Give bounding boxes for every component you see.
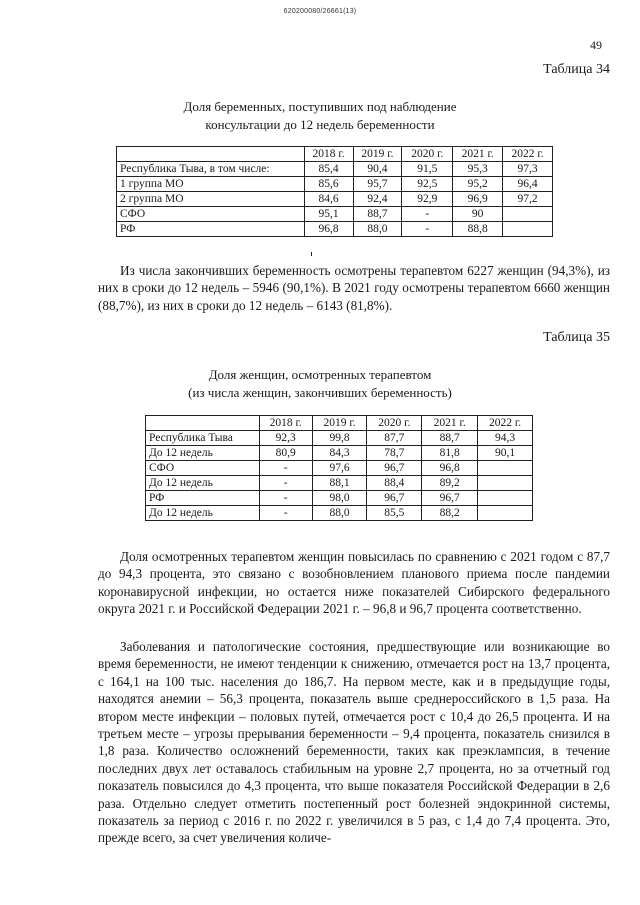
table-header-year: 2018 г. [304, 147, 353, 162]
table-cell: 88,8 [453, 222, 503, 237]
table-cell: 88,2 [422, 506, 478, 521]
table-row [117, 162, 553, 177]
table-cell: - [259, 461, 312, 476]
table-cell: 96,8 [422, 461, 478, 476]
table-cell [503, 207, 553, 222]
table-cell: 95,3 [453, 162, 503, 177]
table-cell: 92,9 [402, 192, 453, 207]
table-cell: - [402, 222, 453, 237]
row-label: 2 группа МО [117, 192, 305, 207]
table-row [146, 491, 533, 506]
table-cell: 90,1 [478, 446, 533, 461]
table-34 [116, 146, 553, 237]
table-cell: - [259, 476, 312, 491]
table-cell: 89,2 [422, 476, 478, 491]
row-label: До 12 недель [146, 506, 260, 521]
table-cell: 80,9 [259, 446, 312, 461]
table-cell: 95,7 [353, 177, 402, 192]
row-label: 1 группа МО [117, 177, 305, 192]
table-cell: 92,4 [353, 192, 402, 207]
table-cell: 96,4 [503, 177, 553, 192]
table-mark [311, 252, 312, 256]
table-cell: 81,8 [422, 446, 478, 461]
row-label: До 12 недель [146, 476, 260, 491]
table-cell: 85,5 [367, 506, 422, 521]
table-34-caption-line2: консультации до 12 недель беременности [205, 117, 435, 132]
table-row [146, 476, 533, 491]
table-row [117, 222, 553, 237]
row-label: Республика Тыва, в том числе: [117, 162, 305, 177]
paragraph-3: Заболевания и патологические состояния, предшествующие или возникающие во время беременности, не имеют тенденции к снижению, отмечается рост на 13,7 процента, с 164,1 на 100 тыс. населения до 186,7. На первом месте, как и в предыдущие годы, находятся анемии – 56,3 процента, показатель выше среднероссийского в 1,5 раза. На втором месте инфекции – половых путей, отмечается рост с 10,4 до 26,5 процента. И на третьем месте – угрозы прерывания беременности – 9,4 процента, показатель снизился в 1,8 раза. Количество осложнений беременности, таких как преэклампсия, в течение последних двух лет оставалось стабильным на уровне 2,7 процента, но за отчетный год показатель повысился до 4,3 процента, что выше показателя Российской Федерации в 2,6 раза. Отдельно следует отметить постепенный рост болезней эндокринной системы, показатель за период с 2016 г. по 2022 г. увеличился в 5 раз, с 1,4 до 7,4 процента. Это, прежде всего, за счет увеличения количе- [98, 639, 610, 846]
table-row [146, 431, 533, 446]
table-header-year: 2018 г. [259, 416, 312, 431]
table-cell: 88,0 [312, 506, 367, 521]
table-cell [478, 461, 533, 476]
document-id: 620200080/26661(13) [283, 8, 357, 15]
table-35-label: Таблица 35 [543, 330, 610, 345]
table-cell: 87,7 [367, 431, 422, 446]
table-header-year: 2020 г. [367, 416, 422, 431]
table-header-row [117, 147, 553, 162]
table-header-row [146, 416, 533, 431]
table-cell: - [402, 207, 453, 222]
table-cell [478, 476, 533, 491]
table-cell: 94,3 [478, 431, 533, 446]
table-cell: - [259, 506, 312, 521]
table-row [146, 461, 533, 476]
table-cell: 92,3 [259, 431, 312, 446]
table-cell: 95,2 [453, 177, 503, 192]
table-header-empty [146, 416, 260, 431]
row-label: СФО [146, 461, 260, 476]
table-header-year: 2022 г. [503, 147, 553, 162]
table-cell: 90,4 [353, 162, 402, 177]
table-cell [478, 491, 533, 506]
table-row [146, 446, 533, 461]
table-cell: 97,3 [503, 162, 553, 177]
table-cell: 96,9 [453, 192, 503, 207]
table-header-year: 2019 г. [353, 147, 402, 162]
row-label: До 12 недель [146, 446, 260, 461]
table-cell: - [259, 491, 312, 506]
table-35-caption-line2: (из числа женщин, закончивших беременность) [188, 385, 452, 400]
table-cell: 96,7 [422, 491, 478, 506]
table-cell: 88,7 [422, 431, 478, 446]
table-header-year: 2021 г. [453, 147, 503, 162]
table-cell: 98,0 [312, 491, 367, 506]
table-cell: 95,1 [304, 207, 353, 222]
table-cell: 96,7 [367, 491, 422, 506]
table-header-year: 2019 г. [312, 416, 367, 431]
table-row [117, 192, 553, 207]
table-cell [478, 506, 533, 521]
paragraph-1: Из числа закончивших беременность осмотрены терапевтом 6227 женщин (94,3%), из них в сроки до 12 недель – 5946 (90,1%). В 2021 году осмотрены терапевтом 6660 женщин (88,7%), из них в сроки до 12 недель – 6143 (81,8%). [98, 263, 610, 313]
table-35 [145, 415, 533, 521]
row-label: РФ [117, 222, 305, 237]
table-header-year: 2020 г. [402, 147, 453, 162]
page-number: 49 [590, 38, 602, 52]
table-cell: 78,7 [367, 446, 422, 461]
table-cell: 96,8 [304, 222, 353, 237]
table-row [117, 177, 553, 192]
table-cell: 90 [453, 207, 503, 222]
table-cell: 91,5 [402, 162, 453, 177]
table-cell: 88,0 [353, 222, 402, 237]
table-row [117, 207, 553, 222]
table-cell: 99,8 [312, 431, 367, 446]
table-35-caption-line1: Доля женщин, осмотренных терапевтом [208, 367, 432, 382]
table-cell: 97,2 [503, 192, 553, 207]
table-cell [503, 222, 553, 237]
table-cell: 85,4 [304, 162, 353, 177]
table-34-label: Таблица 34 [543, 62, 610, 77]
table-cell: 88,4 [367, 476, 422, 491]
table-row [146, 506, 533, 521]
table-header-empty [117, 147, 305, 162]
table-header-year: 2021 г. [422, 416, 478, 431]
table-cell: 85,6 [304, 177, 353, 192]
paragraph-2: Доля осмотренных терапевтом женщин повысилась по сравнению с 2021 годом с 87,7 до 94,3 процента, это связано с возобновлением планового приема после пандемии коронавирусной инфекции, но остается ниже показателей Сибирского федерального округа 2021 г. и Российской Федерации 2021 г. – 96,8 и 96,7 процента соответственно. [98, 549, 610, 617]
table-cell: 92,5 [402, 177, 453, 192]
table-cell: 84,6 [304, 192, 353, 207]
table-34-caption-line1: Доля беременных, поступивших под наблюдение [183, 99, 457, 114]
table-header-year: 2022 г. [478, 416, 533, 431]
table-cell: 96,7 [367, 461, 422, 476]
row-label: СФО [117, 207, 305, 222]
row-label: РФ [146, 491, 260, 506]
table-cell: 84,3 [312, 446, 367, 461]
table-cell: 97,6 [312, 461, 367, 476]
table-cell: 88,7 [353, 207, 402, 222]
table-cell: 88,1 [312, 476, 367, 491]
row-label: Республика Тыва [146, 431, 260, 446]
